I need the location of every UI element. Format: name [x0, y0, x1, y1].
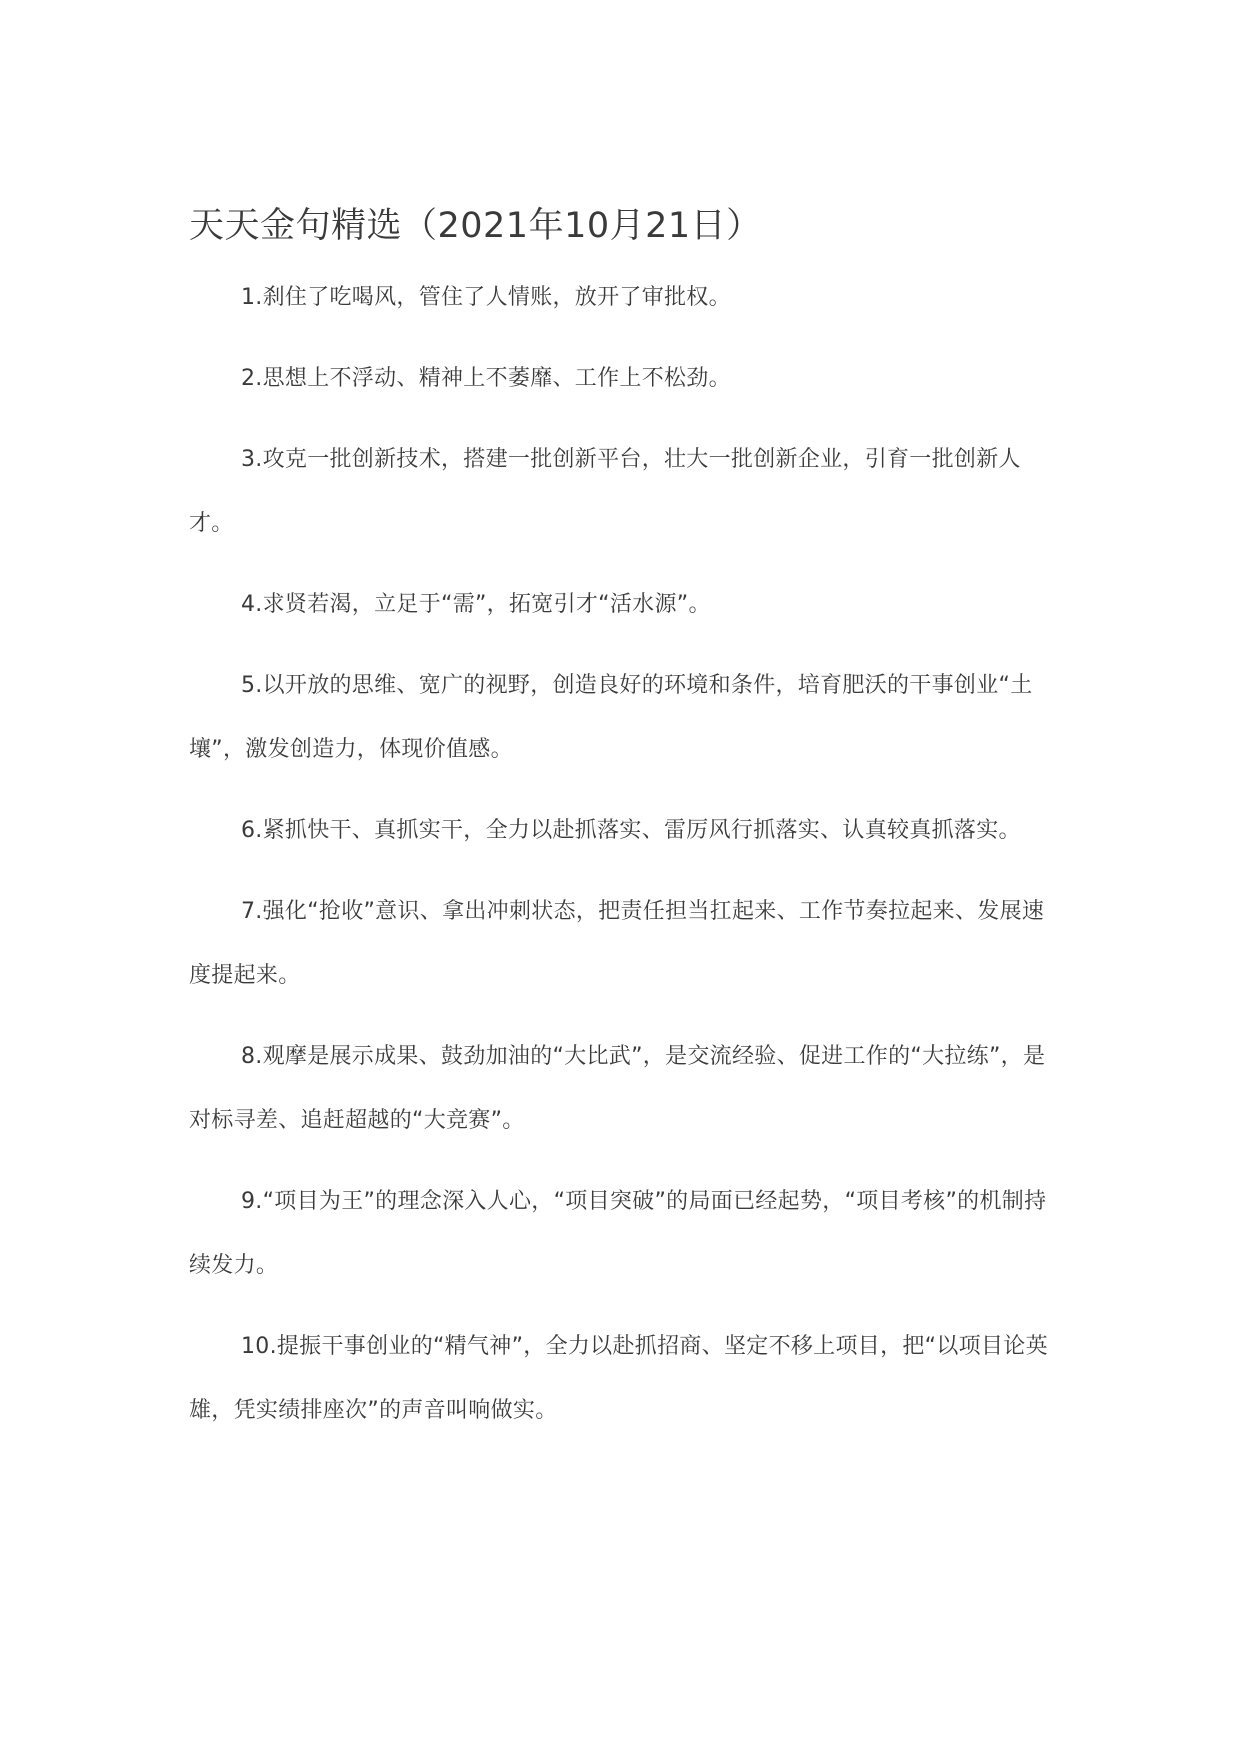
quote-item-8: 8.观摩是展示成果、鼓劲加油的“大比武”，是交流经验、促进工作的“大拉练”，是对标寻差、追赶超越的“大竞赛”。 [189, 1044, 1046, 1133]
quote-item-3: 3.攻克一批创新技术，搭建一批创新平台，壮大一批创新企业，引育一批创新人才。 [189, 447, 1021, 536]
document-title: 天天金句精选（2021年10月21日） [189, 206, 762, 246]
quote-item-2: 2.思想上不浮动、精神上不萎靡、工作上不松劲。 [241, 366, 731, 391]
quote-item-1: 1.刹住了吃喝风，管住了人情账，放开了审批权。 [241, 285, 731, 310]
quote-item-10: 10.提振干事创业的“精气神”，全力以赴抓招商、坚定不移上项目，把“以项目论英雄，凭实绩排座次”的声音叫响做实。 [189, 1334, 1048, 1423]
quote-item-4: 4.求贤若渴，立足于“需”，拓宽引才“活水源”。 [241, 592, 711, 617]
quote-item-6: 6.紧抓快干、真抓实干，全力以赴抓落实、雷厉风行抓落实、认真较真抓落实。 [241, 818, 1021, 843]
document-page [189, 196, 1059, 1443]
quote-item-9: 9.“项目为王”的理念深入人心，“项目突破”的局面已经起势，“项目考核”的机制持续发力。 [189, 1189, 1047, 1278]
quote-item-7: 7.强化“抢收”意识、拿出冲刺状态，把责任担当扛起来、工作节奏拉起来、发展速度提起来。 [189, 899, 1045, 988]
quote-item-5: 5.以开放的思维、宽广的视野，创造良好的环境和条件，培育肥沃的干事创业“土壤”，激发创造力，体现价值感。 [189, 673, 1033, 762]
